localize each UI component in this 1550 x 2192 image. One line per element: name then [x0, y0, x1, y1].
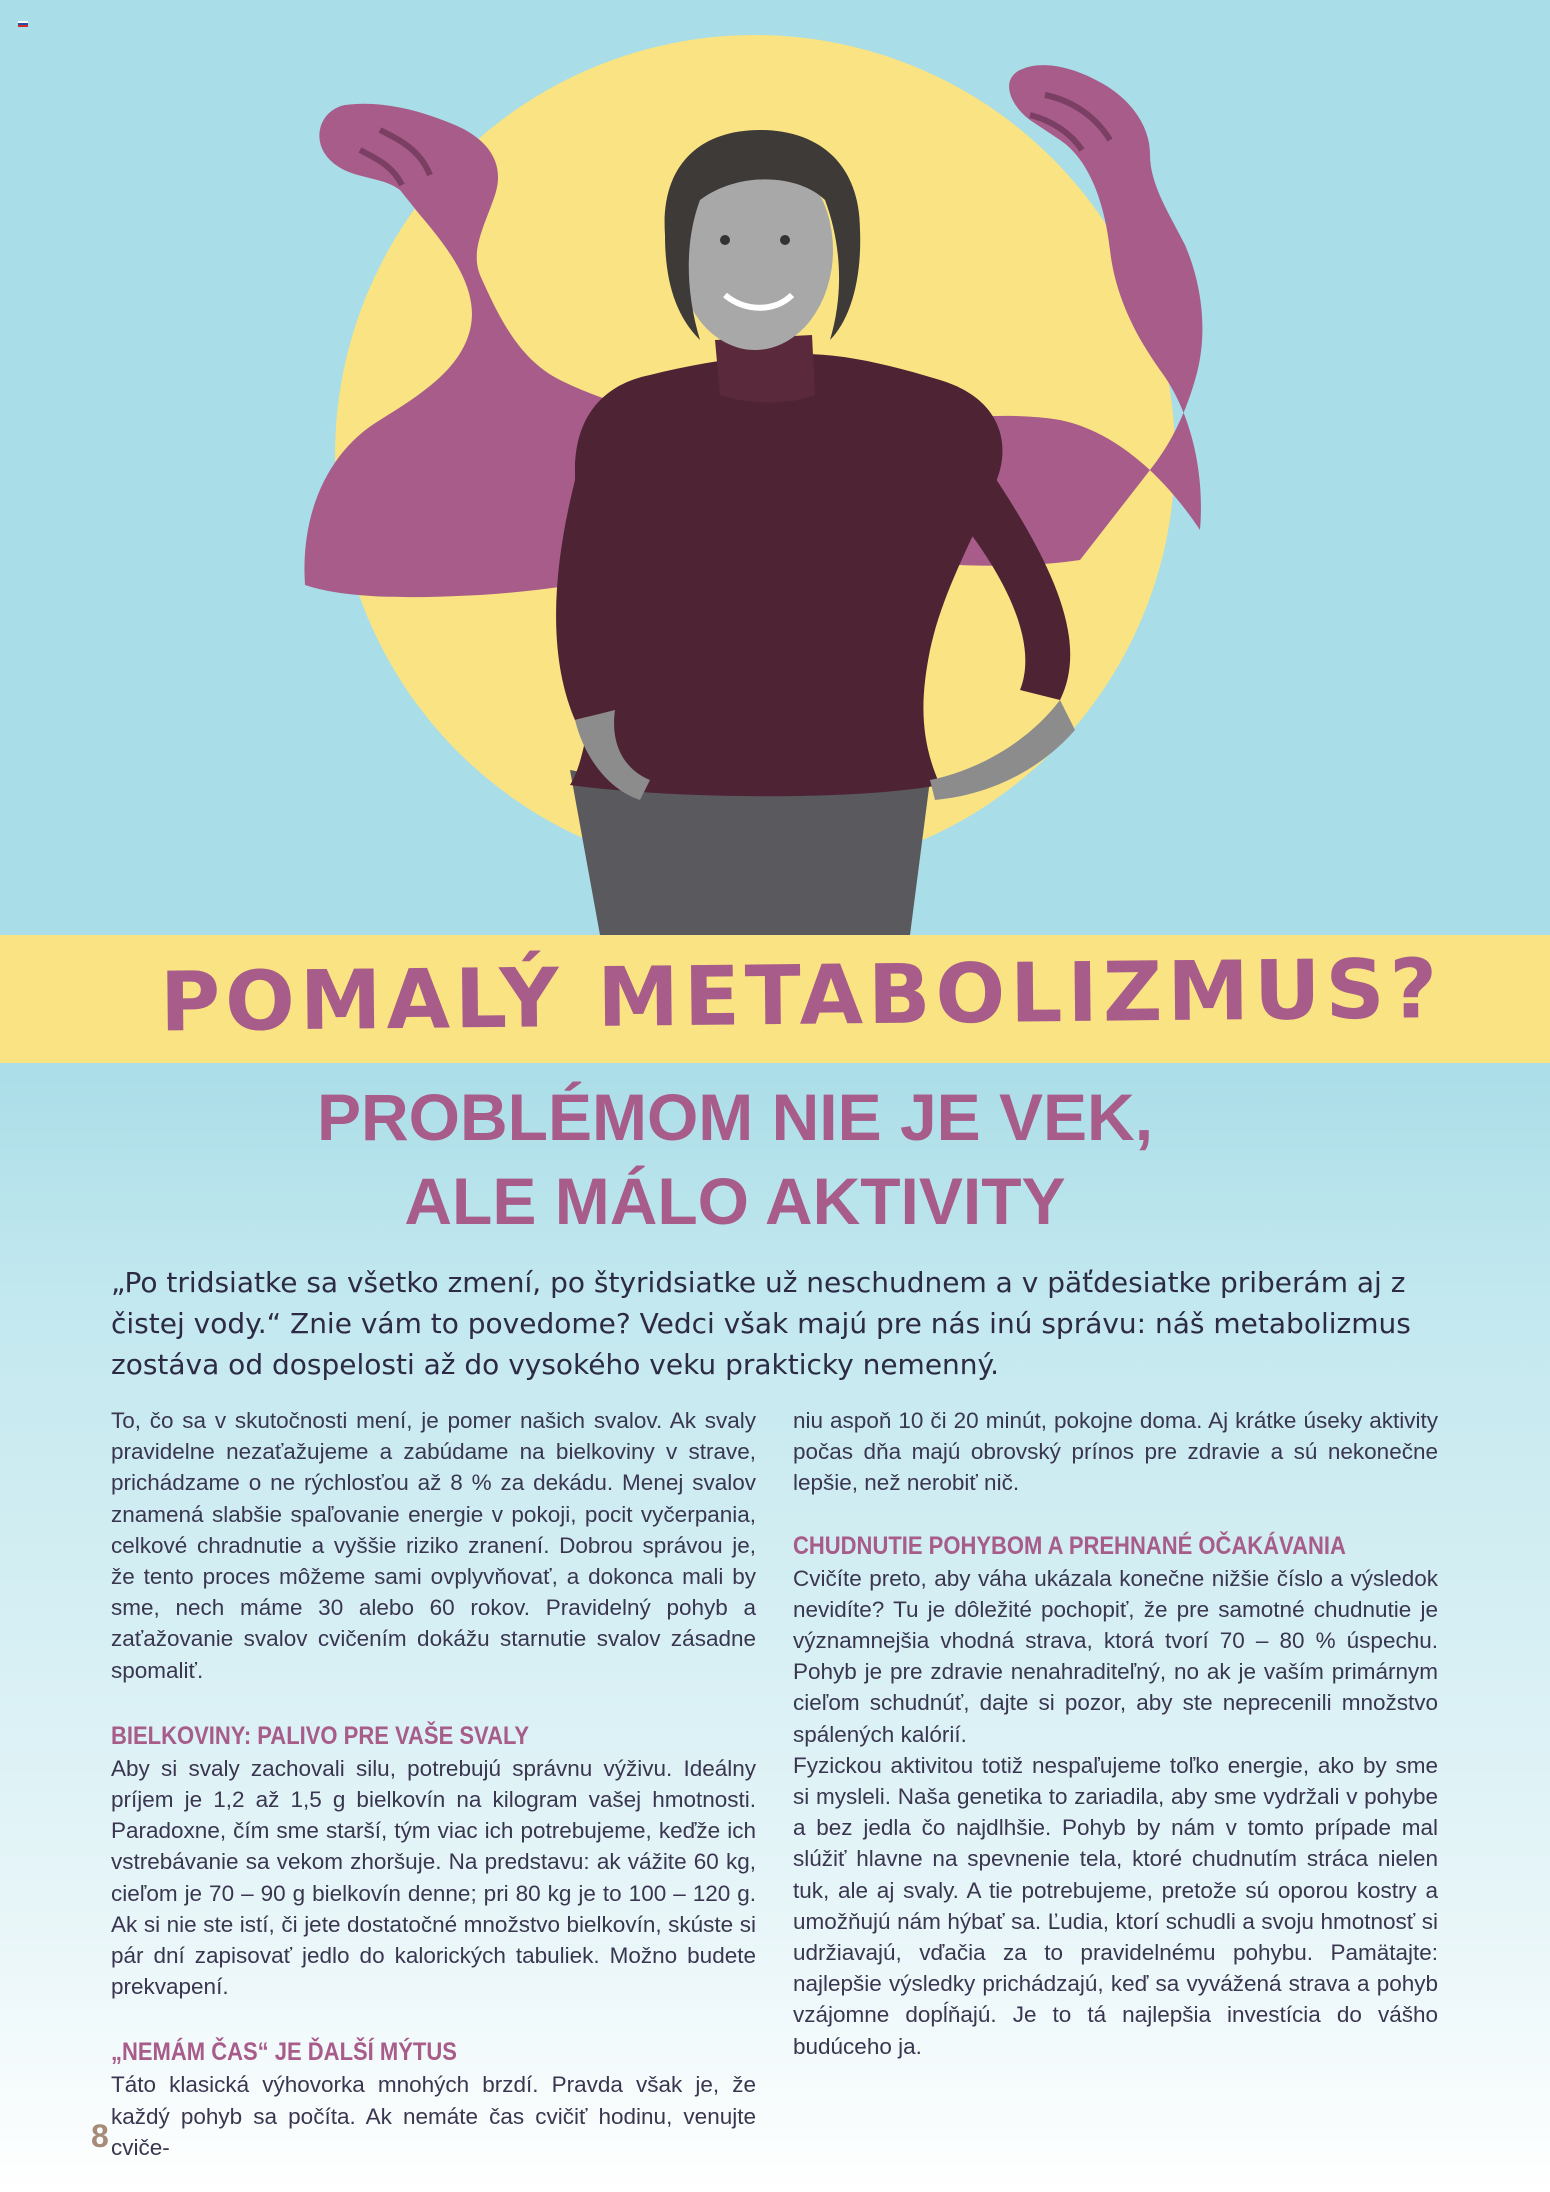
subtitle-line-1: PROBLÉMOM NIE JE VEK,	[316, 1080, 1154, 1154]
left-paragraph-1: To, čo sa v skutočnosti mení, je pomer našich svalov. Ak svaly pravidelne nezaťažujeme a zabúdame na bielkoviny v strave, prichádzame o ne rýchlosťou až 8 % za dekádu. Menej svalov znamená slabšie spaľovanie energie v pokoji, pocit vyčerpania, celkové chradnutie a vyššie riziko zranení. Dobrou správou je, že tento proces môžeme sami ovplyvňovať, a dokonca mali by sme, nech máme 30 alebo 60 rokov. Pravidelný pohyb a zaťažovanie svalov cvičením dokážu starnutie svalov zásadne spomaliť.	[111, 1408, 756, 1683]
left-column	[111, 1405, 756, 2163]
intro-paragraph: „Po tridsiatke sa všetko zmení, po štyridsiatke už neschudnem a v päťdesiatke priberám aj z čistej vody.“ Znie vám to povedome? Vedci však majú pre nás inú správu: náš metabolizmus zostáva od dospelosti až do vysokého veku prakticky nemenný.	[111, 1266, 1411, 1381]
page-number: 8	[91, 2118, 109, 2154]
page-title: POMALÝ METABOLIZMUS?	[159, 942, 1443, 1051]
subtitle	[0, 1075, 1470, 1243]
right-column	[793, 1405, 1438, 2062]
right-paragraph-1: niu aspoň 10 či 20 minút, pokojne doma. Aj krátke úseky aktivity počas dňa majú obrovský prínos pre zdravie a sú nekonečne lepšie, než nerobiť nič.	[793, 1408, 1438, 1496]
left-paragraph-3: Táto klasická výhovorka mnohých brzdí. Pravda však je, že každý pohyb sa počíta. Ak nemáte čas cvičiť hodinu, venujte cviče-	[111, 2072, 756, 2160]
heading-bielkoviny: BIELKOVINY: PALIVO PRE VAŠE SVALY	[111, 1721, 530, 1750]
left-paragraph-2: Aby si svaly zachovali silu, potrebujú správnu výživu. Ideálny príjem je 1,2 až 1,5 g bielkovín na kilogram vašej hmotnosti. Paradoxne, čím sme starší, tým viac ich potrebujeme, keďže ich vstrebávanie sa vekom zhoršuje. Na predstavu: ak vážite 60 kg, cieľom je 70 – 90 g bielkovín denne; pri 80 kg je to 100 – 120 g. Ak si nie ste istí, či jete dostatočné množstvo bielkovín, skúste si pár dní zapisovať jedlo do kalorických tabuliek. Možno budete prekvapení.	[111, 1755, 756, 2000]
subtitle-line-2: ALE MÁLO AKTIVITY	[404, 1164, 1066, 1238]
heading-chudnutie: CHUDNUTIE POHYBOM A PREHNANÉ OČAKÁVANIA	[793, 1531, 1346, 1560]
woman-flexing-illustration	[0, 0, 1550, 935]
right-paragraph-2: Cvičíte preto, aby váha ukázala konečne nižšie číslo a výsledok nevidíte? Tu je dôležité pochopiť, že pre samotné chudnutie je významnejšia vhodná strava, ktorá tvorí 70 – 80 % úspechu. Pohyb je pre zdravie nenahraditeľný, no ak je vaším primárnym cieľom schudnúť, dajte si pozor, aby ste neprecenili množstvo spálených kalórií.	[793, 1565, 1438, 1747]
hero-illustration	[0, 0, 1550, 935]
flag-icon	[18, 21, 28, 27]
heading-nemam-cas: „NEMÁM ČAS“ JE ĎALŠÍ MÝTUS	[111, 2038, 457, 2067]
right-paragraph-3: Fyzickou aktivitou totiž nespaľujeme toľko energie, ako by sme si mysleli. Naša genetika to zariadila, aby sme vydržali v pohybe a bez jedla čo najdlhšie. Pohyb by nám v tomto prípade mal slúžiť hlavne na spevnenie tela, ktoré chudnutím stráca nielen tuk, ale aj svaly. A tie potrebujeme, pretože sú oporou kostry a umožňujú nám hýbať sa. Ľudia, ktorí schudli a svoju hmotnosť si udržiavajú, vďačia za to pravidelnému pohybu. Pamätajte: najlepšie výsledky prichádzajú, keď sa vyvážená strava a pohyb vzájomne dopĺňajú. Je to tá najlepšia investícia do vášho budúceho ja.	[793, 1752, 1438, 2059]
